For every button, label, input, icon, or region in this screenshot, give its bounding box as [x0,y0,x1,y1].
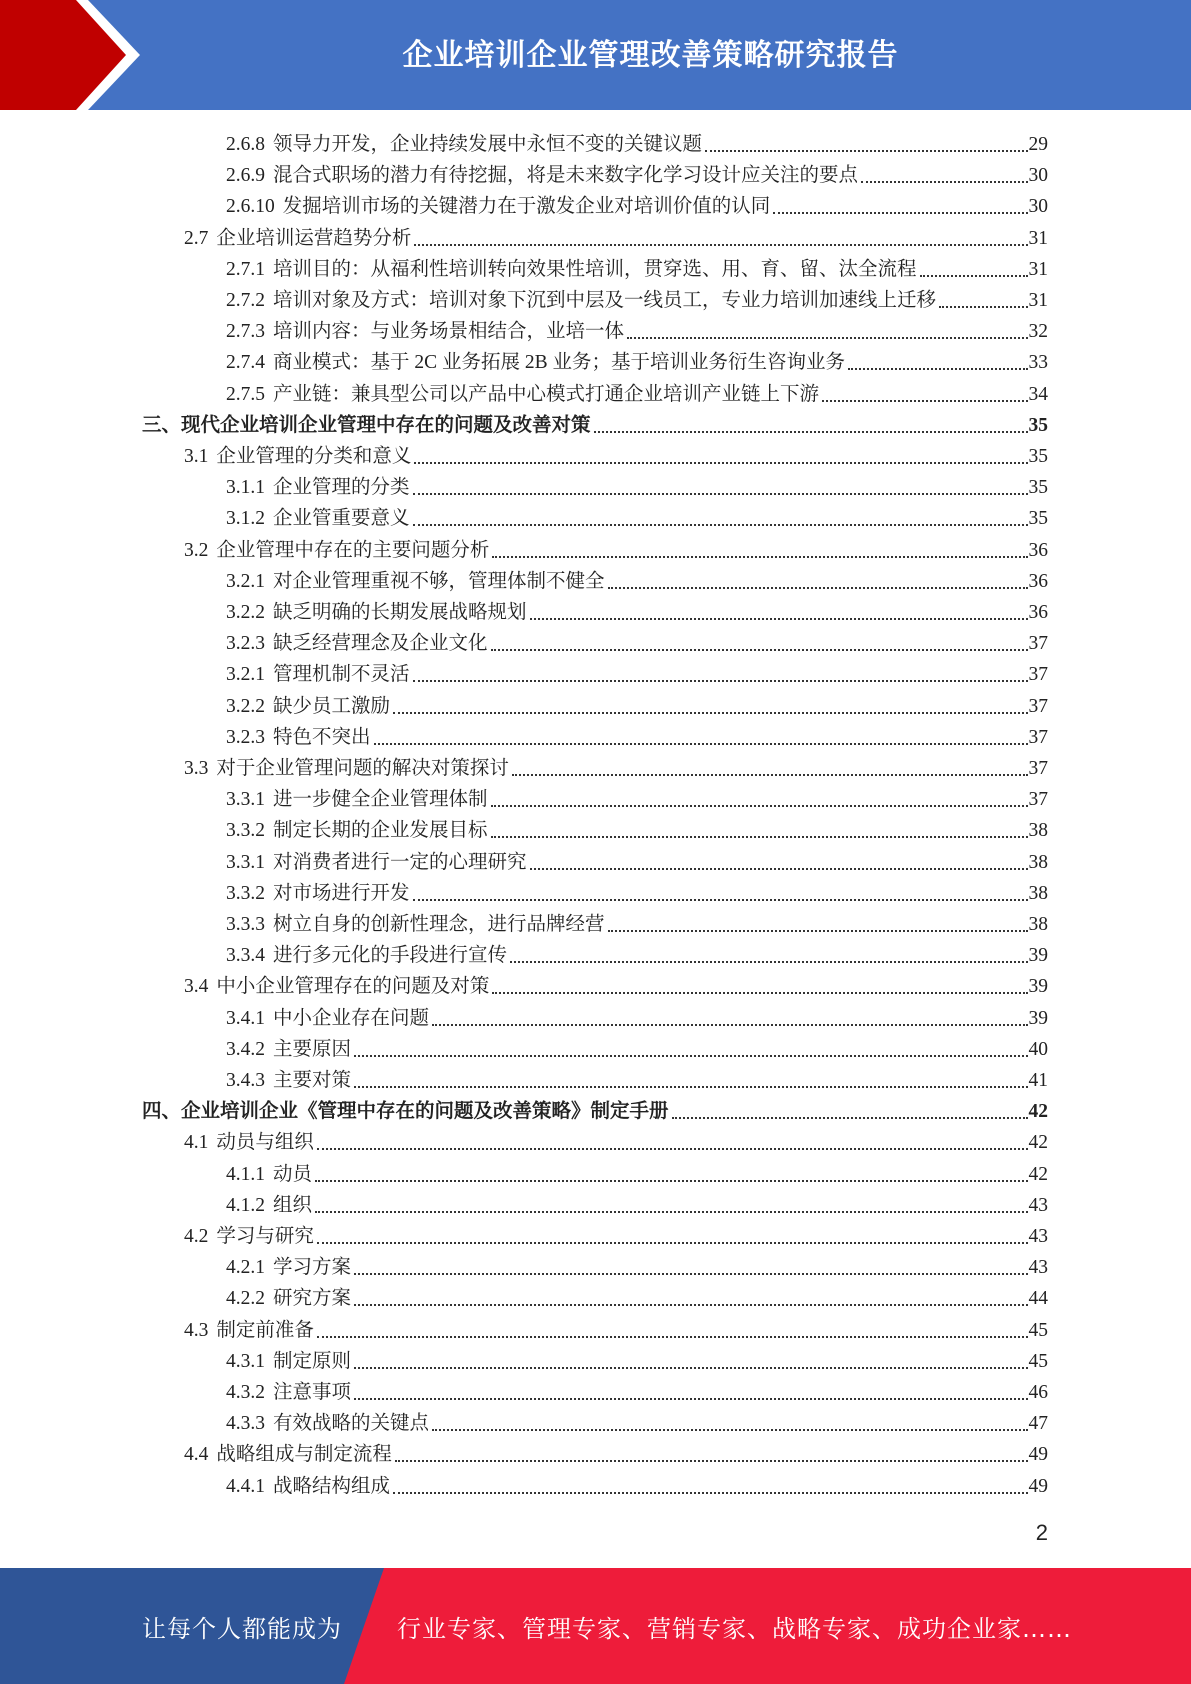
toc-dot-leader [594,431,1028,433]
toc-entry[interactable] [226,844,1048,875]
toc-section-number: 2.6.8 [226,134,265,155]
toc-dot-leader [608,587,1028,589]
toc-page-number: 35 [1028,414,1048,436]
toc-entry-label [226,195,770,219]
toc-dot-leader [672,1117,1028,1119]
toc-section-number: 4.4 [184,1444,209,1466]
toc-dot-leader [374,743,1028,745]
toc-section-number: 3.2.2 [226,602,265,623]
toc-page-number: 31 [1028,227,1048,249]
toc-entry[interactable] [226,157,1048,188]
toc-entry-title: 中小企业存在问题 [273,1007,430,1029]
toc-page-number: 31 [1028,290,1048,311]
toc-entry-title: 主要对策 [273,1070,352,1091]
toc-entry-label [184,975,489,999]
toc-dot-leader [705,150,1027,152]
toc-entry-label [226,320,624,344]
toc-entry[interactable] [226,1249,1048,1280]
toc-entry-title: 对市场进行开发 [273,882,410,904]
toc-page-number: 30 [1028,196,1048,218]
toc-page-number: 38 [1028,851,1048,873]
toc-dot-leader [432,1429,1027,1431]
page-footer [0,1568,1191,1684]
toc-entry[interactable] [226,376,1048,407]
toc-section-number: 3.3 [184,758,209,779]
toc-entry-label [226,258,917,282]
toc-section-number: 4.4.1 [226,1475,265,1497]
toc-entry-title: 注意事项 [273,1382,352,1403]
toc-section-number: 3.4.1 [226,1007,265,1029]
toc-entry-label [226,601,527,625]
toc-entry-title: 对于企业管理问题的解决对策探讨 [216,758,509,779]
toc-section-number: 3.3.2 [226,820,265,842]
toc-section-number: 2.7.4 [226,352,265,374]
toc-entry[interactable] [226,906,1048,937]
toc-entry-title: 制定长期的企业发展目标 [273,820,488,842]
toc-dot-leader [317,1336,1028,1338]
toc-entry-title: 发掘培训市场的关键潜力在于激发企业对培训价值的认同 [282,196,771,218]
toc-section-number: 3.2.2 [226,695,265,717]
toc-section-number: 4.3.1 [226,1350,265,1372]
toc-dot-leader [354,1273,1027,1275]
toc-section-number: 3.2.3 [226,726,265,748]
toc-entry-label [226,507,410,531]
toc-entry-title: 进一步健全企业管理体制 [273,789,488,811]
toc-entry[interactable] [226,1031,1048,1062]
toc-entry[interactable] [226,282,1048,313]
toc-section-number: 2.6.9 [226,165,265,187]
toc-page-number: 41 [1028,1070,1048,1091]
toc-dot-leader [395,1460,1028,1462]
toc-entry-title: 混合式职场的潜力有待挖掘，将是未来数字化学习设计应关注的要点 [273,165,859,187]
toc-page-number: 35 [1028,508,1048,530]
toc-entry-label [184,1319,314,1343]
toc-entry-label [184,1225,314,1249]
toc-entry-label [226,164,858,188]
toc-entry[interactable] [226,188,1048,219]
toc-entry[interactable] [226,1187,1048,1218]
toc-entry-title: 研究方案 [273,1288,352,1310]
toc-dot-leader [354,1086,1027,1088]
toc-entry-title: 三、现代企业培训企业管理中存在的问题及改善对策 [142,414,591,436]
toc-entry-label [226,383,819,407]
toc-entry-label [226,133,702,157]
toc-entry-title: 中小企业管理存在的问题及对策 [216,976,490,998]
toc-dot-leader [413,524,1028,526]
toc-entry[interactable] [226,500,1048,531]
toc-entry[interactable] [226,625,1048,656]
toc-entry[interactable] [226,1280,1048,1311]
toc-entry[interactable] [226,875,1048,906]
toc-section-number: 4.3.2 [226,1382,265,1403]
toc-page-number: 46 [1028,1382,1048,1403]
toc-page-number: 37 [1028,633,1048,655]
toc-dot-leader [608,930,1028,932]
toc-page-number: 49 [1028,1475,1048,1497]
document-title: 企业培训企业管理改善策略研究报告 [402,38,899,73]
toc-section-number: 3.3.3 [226,914,265,935]
toc-entry-title: 缺乏明确的长期发展战略规划 [273,602,527,623]
toc-entry[interactable] [184,968,1048,999]
toc-entry[interactable] [226,344,1048,375]
toc-entry-title: 培训内容：与业务场景相结合，业培一体 [273,321,625,343]
toc-page-number: 36 [1028,602,1048,623]
toc-section-number: 3.4 [184,976,209,998]
toc-entry[interactable] [226,563,1048,594]
toc-page-number: 32 [1028,321,1048,343]
toc-dot-leader [530,618,1028,620]
toc-dot-leader [510,961,1027,963]
toc-page-number: 34 [1028,383,1048,405]
toc-section-number: 2.7.3 [226,321,265,343]
toc-entry-label [226,788,488,812]
toc-entry[interactable] [226,1468,1048,1499]
toc-section-number: 2.6.10 [226,196,275,218]
toc-entry-label [226,1194,312,1218]
toc-section-number: 3.1 [184,446,209,467]
toc-section-number: 3.1.2 [226,508,265,530]
toc-entry-label [142,1100,669,1124]
toc-entry-label [226,851,527,875]
toc-page-number: 36 [1028,539,1048,561]
toc-entry[interactable] [226,1343,1048,1374]
toc-dot-leader [530,868,1028,870]
toc-section-number: 2.7.5 [226,383,265,405]
toc-entry-title: 企业管理的分类 [273,477,410,499]
toc-entry-title: 培训目的：从福利性培训转向效果性培训，贯穿选、用、育、留、汰全流程 [273,258,917,280]
toc-entry-title: 企业管理中存在的主要问题分析 [216,539,490,561]
toc-section-number: 4.2.1 [226,1257,265,1279]
toc-entry-label [226,819,488,843]
toc-entry-title: 四、企业培训企业《管理中存在的问题及改善策略》制定手册 [142,1101,669,1123]
toc-entry-label [226,1163,312,1187]
toc-entry-title: 学习与研究 [216,1226,314,1247]
toc-entry-label [226,695,390,719]
toc-entry[interactable] [226,1374,1048,1405]
toc-entry-label [226,882,410,906]
toc-page-number: 45 [1028,1350,1048,1372]
toc-section-number: 3.2 [184,539,209,561]
toc-dot-leader [413,493,1028,495]
toc-entry-title: 特色不突出 [273,726,371,748]
toc-page-number: 31 [1028,258,1048,280]
toc-page-number: 35 [1028,477,1048,499]
toc-entry[interactable] [226,781,1048,812]
toc-page-number: 39 [1028,945,1048,967]
toc-section-number: 4.3 [184,1319,209,1341]
toc-entry-label [226,632,488,656]
toc-entry-title: 战略结构组成 [273,1475,391,1497]
toc-page-number: 30 [1028,165,1048,187]
toc-section-number: 3.3.1 [226,789,265,811]
toc-section-number: 4.1 [184,1132,209,1154]
toc-dot-leader [848,368,1027,370]
toc-entry[interactable] [226,1000,1048,1031]
toc-page-number: 43 [1028,1226,1048,1247]
toc-entry-title: 动员与组织 [216,1132,314,1154]
toc-entry-label [226,476,410,500]
toc-page-number: 45 [1028,1319,1048,1341]
toc-section-number: 4.2 [184,1226,209,1247]
toc-dot-leader [414,244,1027,246]
toc-dot-leader [491,805,1028,807]
toc-entry-title: 商业模式：基于 2C 业务拓展 2B 业务；基于培训业务衍生咨询业务 [273,352,846,374]
toc-page-number: 40 [1028,1038,1048,1060]
toc-section-number: 3.2.3 [226,633,265,655]
toc-entry-label [226,1381,351,1405]
toc-entry-title: 主要原因 [273,1038,352,1060]
toc-dot-leader [491,649,1028,651]
toc-section-number: 3.3.2 [226,882,265,904]
toc-page-number: 42 [1028,1163,1048,1185]
toc-entry[interactable] [226,719,1048,750]
toc-entry-title: 战略组成与制定流程 [216,1444,392,1466]
toc-entry[interactable] [226,1062,1048,1093]
toc-page-number: 42 [1028,1101,1048,1123]
toc-page-number: 38 [1028,820,1048,842]
toc-entry[interactable] [184,1124,1048,1155]
toc-entry[interactable] [226,469,1048,500]
toc-entry-label [184,445,411,469]
toc-entry[interactable] [184,1436,1048,1467]
toc-entry-title: 企业管重要意义 [273,508,410,530]
toc-page-number: 49 [1028,1444,1048,1466]
toc-dot-leader [414,462,1027,464]
toc-dot-leader [354,1367,1027,1369]
toc-entry-title: 产业链：兼具型公司以产品中心模式打通企业培训产业链上下游 [273,383,820,405]
toc-page-number: 37 [1028,758,1048,779]
toc-entry-label [226,1412,429,1436]
toc-entry-label [184,1131,314,1155]
toc-entry-label [226,1038,351,1062]
toc-dot-leader [822,400,1027,402]
toc-entry-title: 进行多元化的手段进行宣传 [273,945,508,967]
toc-entry[interactable] [184,750,1048,781]
toc-page-number: 47 [1028,1413,1048,1435]
toc-entry[interactable] [226,937,1048,968]
toc-entry-title: 组织 [273,1194,313,1216]
toc-dot-leader [432,1024,1027,1026]
toc-dot-leader [512,774,1028,776]
toc-entry[interactable] [184,220,1048,251]
toc-entry-label [226,570,605,594]
toc-dot-leader [354,1304,1027,1306]
toc-section-number: 3.1.1 [226,477,265,499]
toc-entry[interactable] [226,1405,1048,1436]
toc-entry-label [226,1069,351,1093]
toc-dot-leader [920,275,1028,277]
toc-chapter[interactable] [142,1093,1048,1124]
toc-entry[interactable] [184,1312,1048,1343]
toc-entry[interactable] [226,313,1048,344]
toc-page-number: 39 [1028,1007,1048,1029]
toc-entry-label [226,913,605,937]
toc-section-number: 3.3.1 [226,851,265,873]
toc-page-number: 44 [1028,1288,1048,1310]
toc-section-number: 3.3.4 [226,945,265,967]
toc-entry-label [226,1287,351,1311]
toc-dot-leader [413,899,1028,901]
toc-entry-title: 对消费者进行一定的心理研究 [273,851,527,873]
toc-entry-title: 缺少员工激励 [273,695,391,717]
toc-entry[interactable] [226,251,1048,282]
toc-entry-title: 领导力开发，企业持续发展中永恒不变的关键议题 [273,134,703,155]
toc-dot-leader [413,680,1028,682]
toc-chapter[interactable] [142,407,1048,438]
toc-page-number: 29 [1028,134,1048,155]
toc-entry-title: 缺乏经营理念及企业文化 [273,633,488,655]
toc-dot-leader [354,1398,1027,1400]
toc-section-number: 4.3.3 [226,1413,265,1435]
toc-section-number: 4.2.2 [226,1288,265,1310]
toc-entry-title: 学习方案 [273,1257,352,1279]
toc-page-number: 43 [1028,1257,1048,1279]
toc-dot-leader [939,306,1027,308]
toc-dot-leader [354,1055,1027,1057]
toc-entry[interactable] [226,688,1048,719]
toc-page-number: 38 [1028,914,1048,935]
toc-entry[interactable] [184,532,1048,563]
toc-dot-leader [393,712,1027,714]
toc-page-number: 42 [1028,1132,1048,1154]
toc-entry-label [226,726,371,750]
toc-page-number: 37 [1028,664,1048,686]
toc-section-number: 4.1.1 [226,1163,265,1185]
toc-section-number: 2.7.2 [226,290,265,311]
toc-entry-label [184,1443,392,1467]
toc-entry-label [226,1350,351,1374]
toc-entry-label [142,414,591,438]
toc-entry[interactable] [226,656,1048,687]
toc-dot-leader [773,212,1027,214]
toc-entry-title: 树立自身的创新性理念，进行品牌经营 [273,914,605,935]
footer-slogan-right: 行业专家、管理专家、营销专家、战略专家、成功企业家…… [397,1614,1072,1643]
toc-entry-label [226,1256,351,1280]
toc-section-number: 3.4.3 [226,1070,265,1091]
toc-dot-leader [393,1492,1027,1494]
toc-entry-title: 企业管理的分类和意义 [216,446,412,467]
toc-entry[interactable] [226,812,1048,843]
toc-entry-label [226,663,410,687]
toc-section-number: 3.2.1 [226,664,265,686]
toc-entry-label [226,1475,390,1499]
toc-dot-leader [317,1242,1028,1244]
toc-entry[interactable] [226,1156,1048,1187]
toc-entry-title: 制定前准备 [216,1319,314,1341]
toc-dot-leader [861,181,1027,183]
toc-entry[interactable] [184,438,1048,469]
toc-dot-leader [627,337,1027,339]
toc-page-number: 43 [1028,1194,1048,1216]
toc-dot-leader [492,992,1027,994]
toc-entry-label [226,944,507,968]
toc-page-number: 35 [1028,446,1048,467]
toc-entry-title: 制定原则 [273,1350,352,1372]
page-header [0,0,1191,110]
toc-dot-leader [315,1211,1027,1213]
toc-dot-leader [315,1180,1027,1182]
toc-page-number: 36 [1028,570,1048,592]
toc-entry-label [226,289,936,313]
toc-entry-label [226,351,845,375]
toc-section-number: 3.4.2 [226,1038,265,1060]
toc-entry-label [184,227,411,251]
toc-entry-title: 企业培训运营趋势分析 [216,227,412,249]
toc-page-number: 37 [1028,726,1048,748]
toc-entry-title: 培训对象及方式：培训对象下沉到中层及一线员工，专业力培训加速线上迁移 [273,290,937,311]
toc-section-number: 2.7.1 [226,258,265,280]
toc-entry[interactable] [226,594,1048,625]
toc-page-number: 33 [1028,352,1048,374]
toc-entry-title: 动员 [273,1163,313,1185]
toc-dot-leader [317,1148,1028,1150]
toc-dot-leader [492,556,1027,558]
toc-section-number: 4.1.2 [226,1194,265,1216]
toc-page-number: 37 [1028,695,1048,717]
toc-entry-label [226,1007,429,1031]
toc-entry[interactable] [226,126,1048,157]
toc-page-number: 37 [1028,789,1048,811]
toc-page-number: 38 [1028,882,1048,904]
toc-section-number: 2.7 [184,227,209,249]
toc-entry-title: 有效战略的关键点 [273,1413,430,1435]
toc-section-number: 3.2.1 [226,570,265,592]
toc-entry[interactable] [184,1218,1048,1249]
page-number: 2 [1035,1520,1048,1545]
toc-entry-label [184,539,489,563]
toc-entry-label [184,757,509,781]
toc-dot-leader [491,836,1028,838]
toc-entry-title: 对企业管理重视不够，管理体制不健全 [273,570,605,592]
toc-page-number: 39 [1028,976,1048,998]
footer-slogan-left: 让每个人都能成为 [142,1614,342,1643]
toc-entry-title: 管理机制不灵活 [273,664,410,686]
